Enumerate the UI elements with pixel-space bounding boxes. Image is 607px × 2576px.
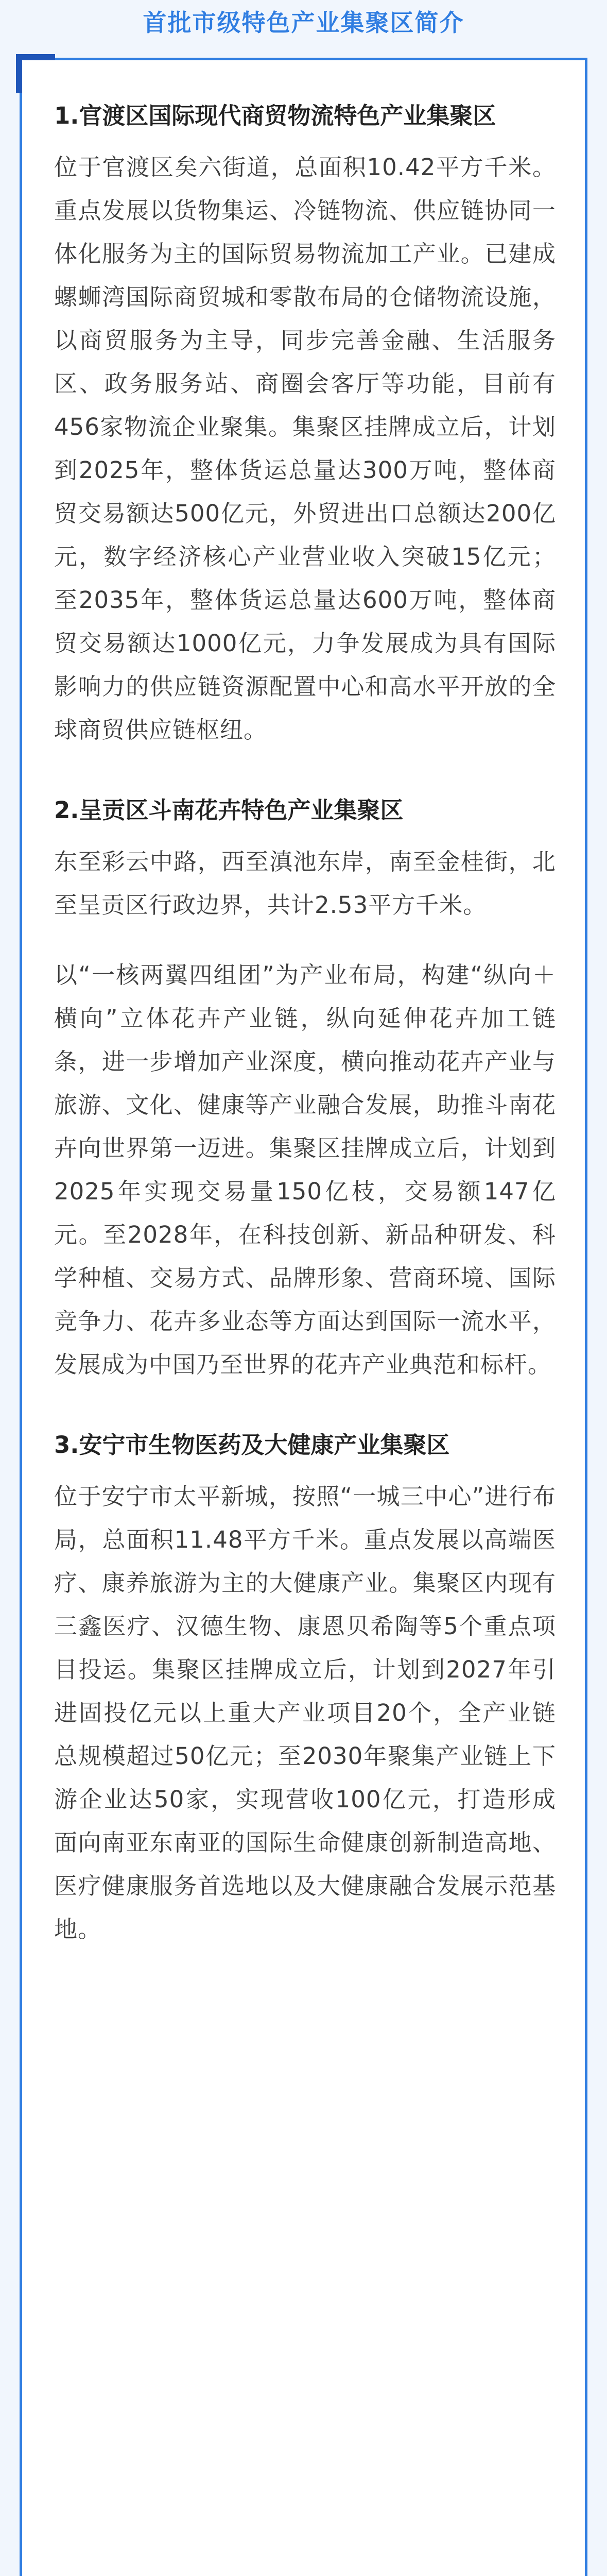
section-1 bbox=[54, 94, 556, 752]
section-paragraph: 位于官渡区矣六街道，总面积10.42平方千米。重点发展以货物集运、冷链物流、供应链协同一体化服务为主的国际贸易物流加工产业。已建成螺蛳湾国际商贸城和零散布局的仓储物流设施，以商贸服务为主导，同步完善金融、生活服务区、政务服务站、商圈会客厅等功能，目前有456家物流企业聚集。集聚区挂牌成立后，计划到2025年，整体货运总量达300万吨，整体商贸交易额达500亿元，外贸进出口总额达200亿元，数字经济核心产业营业收入突破15亿元；至2035年，整体货运总量达600万吨，整体商贸交易额达1000亿元，力争发展成为具有国际影响力的供应链资源配置中心和高水平开放的全球商贸供应链枢纽。 bbox=[54, 154, 556, 743]
section-title: 2.呈贡区斗南花卉特色产业集聚区 bbox=[54, 796, 404, 824]
page-title: 首批市级特色产业集聚区简介 bbox=[143, 9, 464, 37]
article-body bbox=[22, 60, 585, 1951]
section-3 bbox=[54, 1423, 556, 1951]
section-title: 1.官渡区国际现代商贸物流特色产业集聚区 bbox=[54, 102, 496, 129]
section-paragraph: 东至彩云中路，西至滇池东岸，南至金桂街，北至呈贡区行政边界，共计2.53平方千米。 bbox=[54, 848, 556, 919]
header-bar bbox=[0, 0, 607, 42]
frame-corner-top-left bbox=[16, 54, 55, 93]
section-paragraph: 以“一核两翼四组团”为产业布局，构建“纵向＋横向”立体花卉产业链，纵向延伸花卉加工链条，进一步增加产业深度，横向推动花卉产业与旅游、文化、健康等产业融合发展，助推斗南花卉向世界第一迈进。集聚区挂牌成立后，计划到2025年实现交易量150亿枝，交易额147亿元。至2028年，在科技创新、新品种研发、科学种植、交易方式、品牌形象、营商环境、国际竞争力、花卉多业态等方面达到国际一流水平，发展成为中国乃至世界的花卉产业典范和标杆。 bbox=[54, 961, 556, 1378]
section-paragraph: 位于安宁市太平新城，按照“一城三中心”进行布局，总面积11.48平方千米。重点发展以高端医疗、康养旅游为主的大健康产业。集聚区内现有三鑫医疗、汉德生物、康恩贝希陶等5个重点项目投运。集聚区挂牌成立后，计划到2027年引进固投亿元以上重大产业项目20个，全产业链总规模超过50亿元；至2030年聚集产业链上下游企业达50家，实现营收100亿元，打造形成面向南亚东南亚的国际生命健康创新制造高地、医疗健康服务首选地以及大健康融合发展示范基地。 bbox=[54, 1483, 556, 1943]
section-2 bbox=[54, 789, 556, 1386]
content-frame bbox=[20, 58, 587, 2576]
section-title: 3.安宁市生物医药及大健康产业集聚区 bbox=[54, 1431, 450, 1459]
